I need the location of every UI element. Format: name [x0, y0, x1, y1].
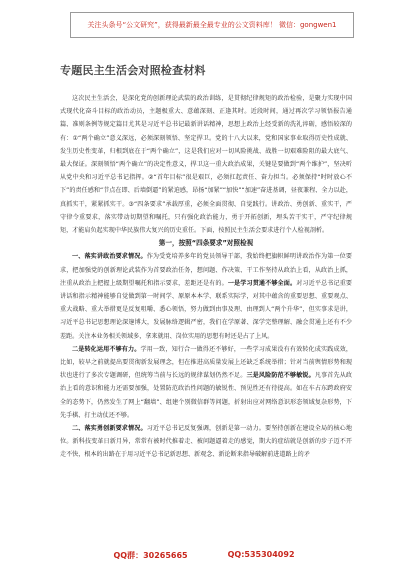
qq-group-text: QQ群：30265665: [113, 551, 188, 560]
point-1-sub-3-lead: 三是风险防范不够敏锐。: [246, 372, 315, 380]
qq-text: QQ:535304092: [227, 550, 295, 559]
point-2-body: 习近平总书记反复强调，创新是第一动力。要坚持创新在建设全局的核心地位。新科技变革日新月异，常常有被时代推着走、被问题逼着走的感觉，期大的症结就是创新的步子迈不开走不快，根本的出路在于用习近平总书记新思想、新观念、新论断来指导破解前进道路上的矛: [60, 425, 352, 459]
point-1-paragraph: [60, 250, 352, 342]
point-1-sub-1-body: 对习近平总书记重要讲话和指示精神能够自觉做到第一时间学、原原本本学、联系实际学，对其中蕴含的重要思想、重要观点、重大战略、重大举措更是反复咀嚼、悉心领悟，努力做到由事及理、由理到人“两个升华”，但实事求是讲，习近平总书记思想理论深邃博大，发展脉络逻辑严密，我们在学原著、深学完整理解、融会贯通上还有不少差距。关注本业务相关领域多，拿来就用、岗位实用的思想有时还是占了上风。: [60, 279, 352, 340]
point-1-sub-2-paragraph: [60, 343, 352, 422]
promo-banner: 关注头条号“公文研究”，获得最新最全最专业的公文资料库！ 微信：gongwen1: [70, 12, 354, 38]
point-1-lead: 一、落实讲政治要求情况。: [72, 253, 147, 261]
footer-contacts: [0, 550, 408, 570]
point-1-sub-1-lead: 一是学习贯通不够全面。: [227, 279, 297, 287]
section-heading: 第一，按照“四条要求”对照检视: [158, 239, 254, 248]
point-1-sub-2-lead: 二是转化运用不够有力。: [72, 345, 141, 353]
point-1-sub-2-body: 学用一致，知行合一做得还不够好，一些学习成果没有有效转化成实践成效，比如，较早之前就提出要贯彻新发展理念，但在推进高质量发展上还缺乏系统举措；针对当前舆情形势和现状也进行了多次专题调研，但统筹当前与长远的规律谋划仍然不足。: [60, 345, 352, 380]
point-1-sub-3-body: 凡事首先从政治上看的意识和能力还需要加强，处置防范政治性问题的敏锐性、预见性还有待提高。如在车占东跨政府安全的态势下，仍然发生了网上“翻墙”、组建个别微信群等问题，折射出应对网络意识形态领域复杂形势，下先手棋、打主动仗还不够。: [60, 372, 352, 419]
point-1-body: 作为受党培养多年的党员领导干部，我始终把旗帜鲜明讲政治作为第一位要求，把加强党的创新理论武装作为首要政治任务，想问题、作决策、干工作坚持从政治上看，从政治上抓，注重从政治上把握上级期望嘱托和指示要求，差距还是有的。: [60, 253, 352, 287]
intro-paragraph: 这次民主生活会，是深化党的创新理论武装的政治训练，是贯彻纪律规矩的政治检验，是聚力实现中国式现代化奋斗目标的政治动员，主题极重大、意蕴深刻、正逢其时。近段时间，通过再次学习领悟报告通篇、准则条例等规定篇目尤其是习近平总书记最新讲话精神，思想上政治上经受新的洗礼淬砺，感悟较深的有：①“两个确立”意义深远，必须深刻领悟、坚定捍卫。党的十八大以来，党和国家事业取得历史性成就、发生历史性变革，归根到底在于“两个确立”，这是我们应对一切风险挑战、战胜一切艰难险阻的最大底气、最大保证。深刻领悟“两个确立”的决定性意义，捍卫这一重大政治成果，关键是要做到“两个维护”，坚决听从党中央和习近平总书记指挥。②“首年目标”很是艰巨，必须扛起责任、奋力担当。必须保持“时时放心不下”的责任感和“节点在即、后墙倒逼”的紧迫感，昂扬“加紧”“加快”“加速”奋进基调，昼夜兼程、全力以赴，真抓实干，紧紧抓实干。③“四条要求”承载厚重，必须全面贯彻、自觉践行。讲政治、勇创新、重实干，严守律令重要求，落实带动切期望和嘱托，只有强化政治能力，勇于开拓创新，埋头苦干实干，严守纪律规矩，才能肩负起实现中华民族伟大复兴的历史重任。下面，按照民主生活会要求进行个人检视剖析。: [60, 95, 352, 235]
point-2-paragraph: [60, 422, 352, 462]
document-body: [60, 92, 352, 552]
document-title: 专题民主生活会对照检查材料: [60, 64, 206, 77]
point-2-lead: 二、落实勇创新要求情况。: [72, 425, 147, 433]
